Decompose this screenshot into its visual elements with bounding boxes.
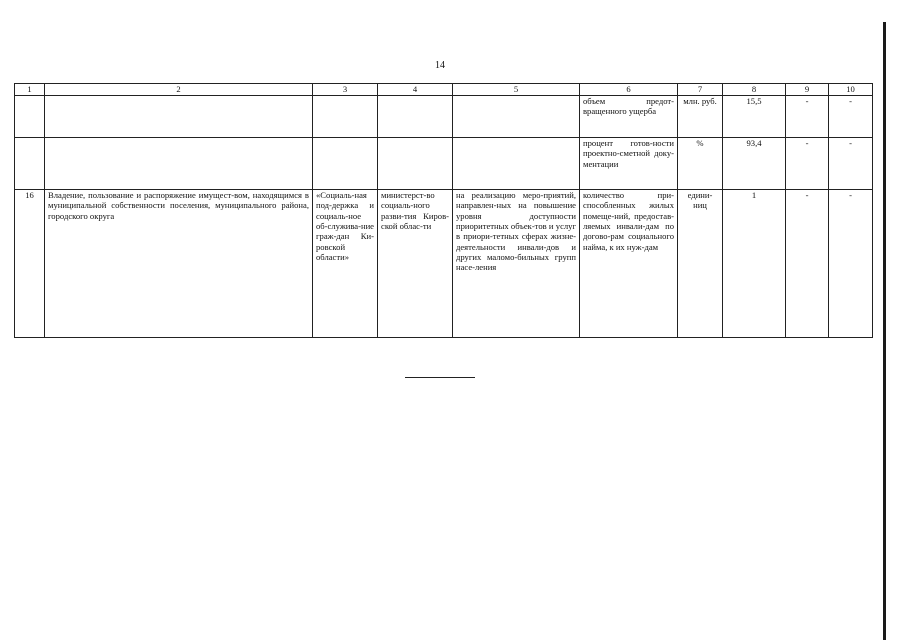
page-edge-line [883,22,886,640]
value-cell: - [786,96,829,138]
value-cell: 15,5 [723,96,786,138]
value-cell: - [829,138,873,190]
column-header: 8 [723,84,786,96]
column-header: 3 [313,84,378,96]
table-row [15,96,873,138]
column-header: 9 [786,84,829,96]
table-cell [453,138,580,190]
column-header: 5 [453,84,580,96]
table-row [15,190,873,338]
program-cell: «Социаль-ная под-держка и социаль-ное об-служива-ние граж-дан Ки-ровской области» [313,190,378,338]
unit-cell: млн. руб. [678,96,723,138]
value-cell: - [786,138,829,190]
column-number-row [15,84,873,96]
table-cell [378,138,453,190]
column-header: 4 [378,84,453,96]
table-cell [453,96,580,138]
indicator-cell: процент готов-ности проектно-сметной доку-ментации [580,138,678,190]
unit-cell: % [678,138,723,190]
column-header: 10 [829,84,873,96]
page-number: 14 [435,60,445,71]
purpose-cell: на реализацию меро-приятий, направлен-ных на повышение уровня доступности приоритетных объек-тов и услуг в приори-тетных сферах жизне-деятельности инвали-дов и других маломо-бильных групп насе-ления [453,190,580,338]
table-cell [313,138,378,190]
value-cell: - [786,190,829,338]
table-cell [15,138,45,190]
column-header: 2 [45,84,313,96]
indicator-cell: объем предот-вращенного ущерба [580,96,678,138]
unit-cell: едини-ниц [678,190,723,338]
value-cell: 1 [723,190,786,338]
column-header: 6 [580,84,678,96]
indicator-cell: количество при-способленных жилых помеще-ний, предостав-ляемых инвали-дам по догово-рам социального найма, к их нуж-дам [580,190,678,338]
data-table [14,83,873,338]
value-cell: - [829,190,873,338]
authority-cell: Владение, пользование и распоряжение имущест-вом, находящимся в муниципальной собственности поселения, муниципального района, городского округа [45,190,313,338]
value-cell: 93,4 [723,138,786,190]
table-cell [15,96,45,138]
table-cell [45,96,313,138]
row-number-cell: 16 [15,190,45,338]
end-separator-line [405,377,475,378]
column-header: 1 [15,84,45,96]
table-cell [45,138,313,190]
column-header: 7 [678,84,723,96]
table-cell [313,96,378,138]
table-row [15,138,873,190]
value-cell: - [829,96,873,138]
table-cell [378,96,453,138]
ministry-cell: министерст-во социаль-ного разви-тия Киров-ской облас-ти [378,190,453,338]
